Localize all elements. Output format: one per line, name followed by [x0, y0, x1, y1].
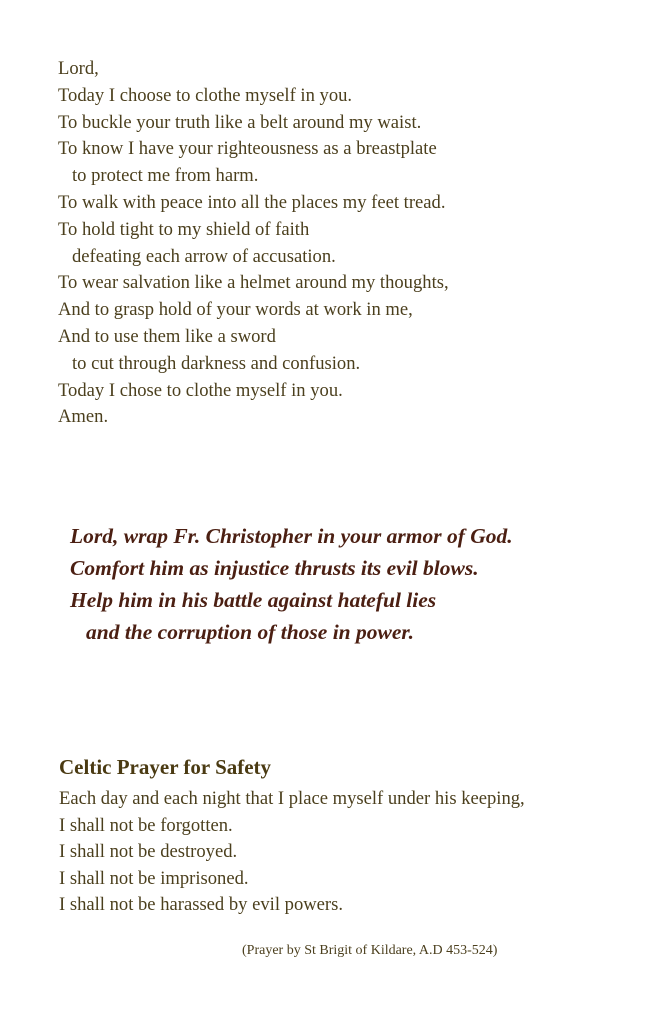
petition-for-fr-christopher — [70, 520, 513, 648]
prayer-line: Today I choose to clothe myself in you. — [58, 84, 353, 106]
celtic-prayer-line: I shall not be harassed by evil powers. — [59, 894, 343, 916]
armor-prayer — [58, 56, 449, 431]
prayer-line: And to grasp hold of your words at work in me, — [58, 299, 413, 321]
prayer-line: And to use them like a sword — [58, 325, 276, 347]
petition-line-indented: and the corruption of those in power. — [86, 620, 414, 644]
celtic-prayer-heading: Celtic Prayer for Safety — [59, 755, 272, 779]
petition-line: Help him in his battle against hateful lies — [70, 588, 437, 612]
prayer-line-indented: defeating each arrow of accusation. — [72, 245, 336, 267]
celtic-prayer-line: Each day and each night that I place myself under his keeping, — [59, 788, 525, 809]
prayer-line: To wear salvation like a helmet around my thoughts, — [58, 272, 449, 294]
celtic-prayer-line: I shall not be forgotten. — [59, 814, 233, 836]
petition-line: Comfort him as injustice thrusts its evil blows. — [70, 556, 479, 580]
prayer-line: To hold tight to my shield of faith — [58, 218, 310, 240]
prayer-line: To know I have your righteousness as a breastplate — [58, 138, 437, 160]
prayer-line: Today I chose to clothe myself in you. — [58, 379, 343, 401]
celtic-prayer-line: I shall not be destroyed. — [59, 841, 238, 863]
prayer-line: To buckle your truth like a belt around my waist. — [58, 111, 422, 133]
celtic-prayer-body — [59, 786, 525, 919]
celtic-prayer-line: I shall not be imprisoned. — [59, 867, 249, 889]
prayer-closing-amen: Amen. — [58, 406, 109, 428]
prayer-attribution: (Prayer by St Brigit of Kildare, A.D 453-524) — [242, 943, 498, 958]
petition-line: Lord, wrap Fr. Christopher in your armor of God. — [70, 524, 513, 548]
prayer-line: Lord, — [58, 58, 99, 79]
prayer-line-indented: to cut through darkness and confusion. — [72, 352, 361, 374]
prayer-line: To walk with peace into all the places my feet tread. — [58, 191, 446, 213]
prayer-line-indented: to protect me from harm. — [72, 165, 259, 187]
